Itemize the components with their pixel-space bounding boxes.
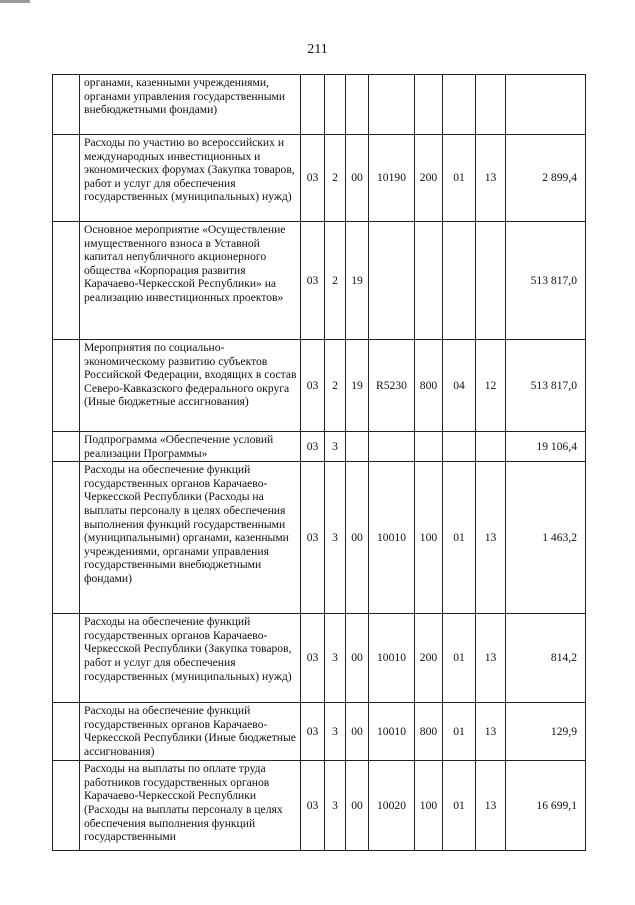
row-description: Подпрограмма «Обеспечение условий реализации Программы» (80, 432, 301, 462)
section-code: 01 (443, 135, 476, 222)
amount-value: 2 899,4 (506, 135, 586, 222)
subprogram-code: 3 (325, 761, 346, 851)
subprogram-code: 2 (325, 340, 346, 432)
expense-direction-code: 10190 (369, 135, 415, 222)
subsection-code: 13 (476, 761, 506, 851)
table-row (53, 614, 586, 703)
section-code (443, 432, 476, 462)
row-blank-cell (53, 462, 80, 614)
budget-table (52, 74, 586, 851)
subprogram-code (325, 75, 346, 135)
section-code (443, 222, 476, 340)
amount-value (506, 75, 586, 135)
section-code: 01 (443, 614, 476, 703)
table-body (53, 75, 586, 851)
table-row (53, 703, 586, 761)
section-code: 01 (443, 703, 476, 761)
subsection-code (476, 222, 506, 340)
row-blank-cell (53, 614, 80, 703)
subsection-code (476, 75, 506, 135)
expense-direction-code: 10010 (369, 614, 415, 703)
table-row (53, 340, 586, 432)
program-code: 03 (301, 761, 325, 851)
expense-type-code (415, 432, 443, 462)
expense-direction-code (369, 432, 415, 462)
subprogram-code: 2 (325, 135, 346, 222)
amount-value: 129,9 (506, 703, 586, 761)
row-blank-cell (53, 222, 80, 340)
table-row (53, 75, 586, 135)
event-code: 00 (346, 614, 369, 703)
expense-type-code: 200 (415, 614, 443, 703)
program-code: 03 (301, 614, 325, 703)
row-blank-cell (53, 135, 80, 222)
expense-direction-code: 10010 (369, 703, 415, 761)
event-code: 19 (346, 340, 369, 432)
table-row (53, 432, 586, 462)
expense-type-code: 200 (415, 135, 443, 222)
row-blank-cell (53, 432, 80, 462)
subprogram-code: 3 (325, 432, 346, 462)
expense-type-code: 100 (415, 462, 443, 614)
amount-value: 16 699,1 (506, 761, 586, 851)
event-code (346, 432, 369, 462)
event-code: 00 (346, 761, 369, 851)
row-description: Расходы по участию во всероссийских и международных инвестиционных и экономических форумах (Закупка товаров, работ и услуг для обеспечения государственных (муниципальных) нужд) (80, 135, 301, 222)
section-code: 01 (443, 761, 476, 851)
subsection-code: 12 (476, 340, 506, 432)
expense-direction-code (369, 75, 415, 135)
subsection-code: 13 (476, 614, 506, 703)
row-description: Расходы на обеспечение функций государственных органов Карачаево-Черкесской Республики (Закупка товаров, работ и услуг для обеспечения государственных (муниципальных) нужд) (80, 614, 301, 703)
row-blank-cell (53, 75, 80, 135)
subsection-code: 13 (476, 462, 506, 614)
expense-type-code: 800 (415, 340, 443, 432)
section-code: 04 (443, 340, 476, 432)
expense-type-code: 800 (415, 703, 443, 761)
program-code: 03 (301, 340, 325, 432)
subsection-code: 13 (476, 135, 506, 222)
expense-direction-code: 10020 (369, 761, 415, 851)
table-row (53, 761, 586, 851)
program-code: 03 (301, 703, 325, 761)
expense-type-code (415, 75, 443, 135)
program-code: 03 (301, 462, 325, 614)
event-code: 19 (346, 222, 369, 340)
row-description: Основное мероприятие «Осуществление имущественного взноса в Уставной капитал непубличного акционерного общества «Корпорация развития Карачаево-Черкесской Республики» на реализацию инвестиционных проектов» (80, 222, 301, 340)
event-code: 00 (346, 462, 369, 614)
expense-direction-code (369, 222, 415, 340)
table-row (53, 135, 586, 222)
subsection-code: 13 (476, 703, 506, 761)
expense-type-code (415, 222, 443, 340)
program-code: 03 (301, 432, 325, 462)
program-code: 03 (301, 222, 325, 340)
page-number: 211 (307, 42, 328, 57)
expense-direction-code: 10010 (369, 462, 415, 614)
subprogram-code: 3 (325, 703, 346, 761)
amount-value: 1 463,2 (506, 462, 586, 614)
section-code (443, 75, 476, 135)
subprogram-code: 3 (325, 462, 346, 614)
program-code (301, 75, 325, 135)
amount-value: 814,2 (506, 614, 586, 703)
subprogram-code: 3 (325, 614, 346, 703)
event-code (346, 75, 369, 135)
row-blank-cell (53, 703, 80, 761)
expense-direction-code: R5230 (369, 340, 415, 432)
table-row (53, 222, 586, 340)
section-code: 01 (443, 462, 476, 614)
subprogram-code: 2 (325, 222, 346, 340)
table-row (53, 462, 586, 614)
row-description: органами, казенными учреждениями, органами управления государственными внебюджетными фондами) (80, 75, 301, 135)
row-description: Расходы на обеспечение функций государственных органов Карачаево-Черкесской Республики (Иные бюджетные ассигнования) (80, 703, 301, 761)
row-description: Расходы на выплаты по оплате труда работников государственных органов Карачаево-Черкесской Республики (Расходы на выплаты персоналу в целях обеспечения выполнения функций государственными (80, 761, 301, 851)
row-blank-cell (53, 761, 80, 851)
amount-value: 19 106,4 (506, 432, 586, 462)
row-blank-cell (53, 340, 80, 432)
row-description: Мероприятия по социально-экономическому развитию субъектов Российской Федерации, входящих в состав Северо-Кавказского федерального округа (Иные бюджетные ассигнования) (80, 340, 301, 432)
program-code: 03 (301, 135, 325, 222)
amount-value: 513 817,0 (506, 222, 586, 340)
scan-edge-mark (0, 0, 30, 3)
event-code: 00 (346, 135, 369, 222)
expense-type-code: 100 (415, 761, 443, 851)
row-description: Расходы на обеспечение функций государственных органов Карачаево-Черкесской Республики (Расходы на выплаты персоналу в целях обеспечения выполнения функций государственными (муниципальными) органами, казенными учреждениями, органами управления государственными внебюджетными фондами) (80, 462, 301, 614)
event-code: 00 (346, 703, 369, 761)
amount-value: 513 817,0 (506, 340, 586, 432)
subsection-code (476, 432, 506, 462)
